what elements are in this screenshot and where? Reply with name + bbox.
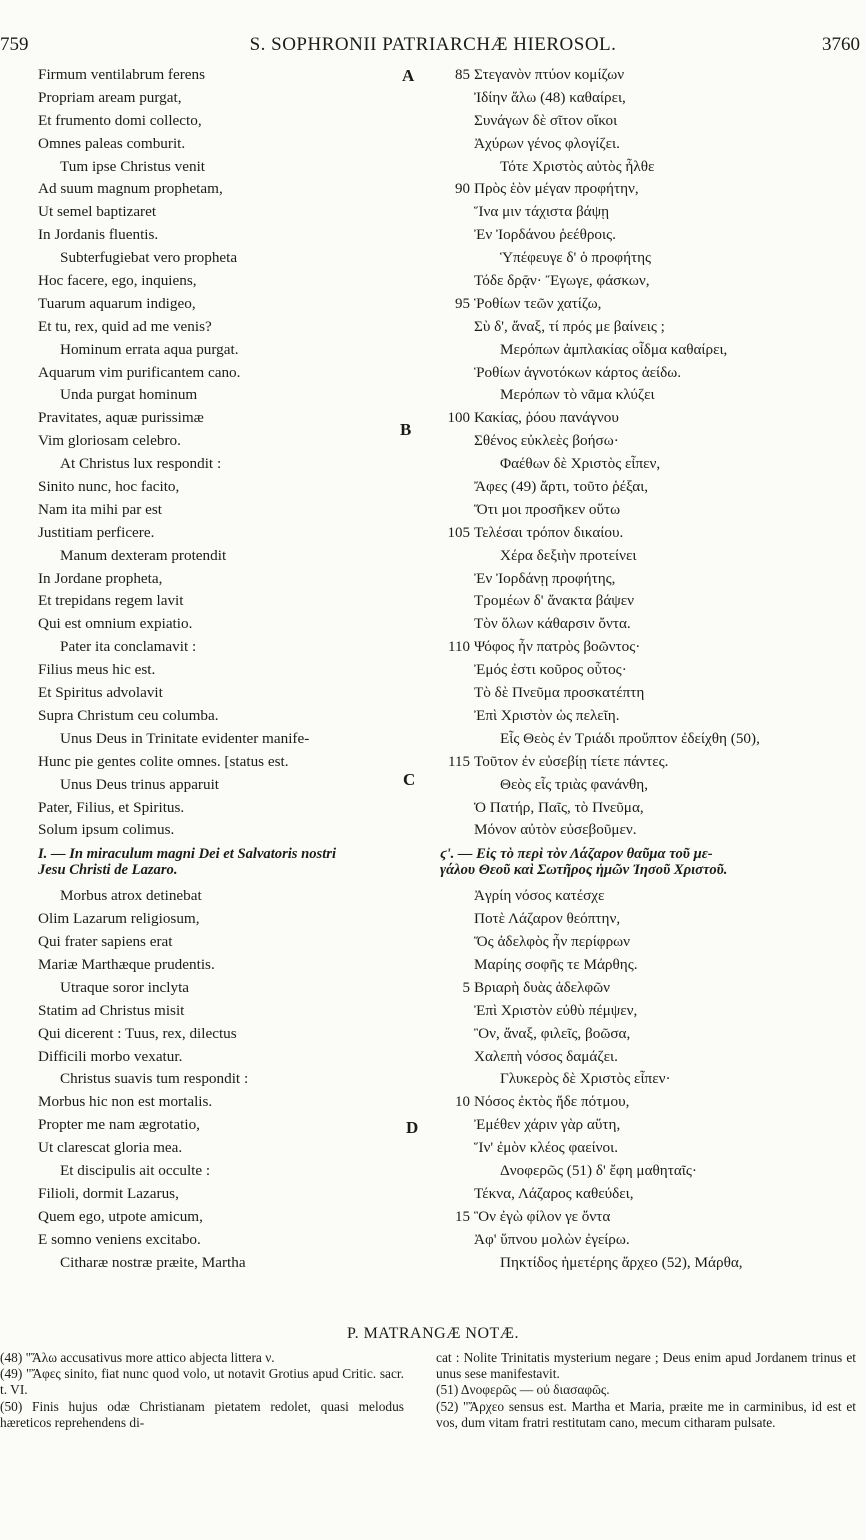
latin-verse-line <box>38 977 408 1000</box>
latin-verse-text: Propter me nam ægrotatio, <box>38 1116 200 1134</box>
latin-verse-line <box>38 774 408 797</box>
line-number: 90 <box>455 181 470 198</box>
greek-verse-line <box>440 522 864 545</box>
latin-verse-text: Et frumento domi collecto, <box>38 111 202 129</box>
greek-verse-line <box>440 682 864 705</box>
greek-verse-line <box>440 977 864 1000</box>
greek-verse-text: Χαλεπὴ νόσος δαμάζει. <box>474 1047 618 1065</box>
greek-verse-line <box>440 87 864 110</box>
greek-verse-text: Στεγανὸν πτύον κομίζων <box>474 66 625 83</box>
latin-verse-line <box>38 885 408 908</box>
greek-verse-line <box>440 64 864 87</box>
greek-verse-line <box>440 846 864 862</box>
latin-verse-text: Ut clarescat gloria mea. <box>38 1139 183 1157</box>
greek-verse-text: Ἐν Ἰορδάνῃ προφήτης, <box>474 569 616 587</box>
latin-verse-text: Subterfugiebat vero propheta <box>60 249 238 267</box>
greek-verse-line <box>440 224 864 247</box>
latin-verse-line <box>38 339 408 362</box>
latin-verse-line <box>38 522 408 545</box>
latin-verse-text: Unus Deus trinus apparuit <box>60 775 220 793</box>
latin-verse-line <box>38 1000 408 1023</box>
latin-verse-line <box>38 110 408 133</box>
latin-verse-text: Et discipulis ait occulte : <box>60 1161 211 1179</box>
latin-verse-text: Tum ipse Christus venit <box>60 157 206 175</box>
greek-verse-text: Τόδε δρᾷν· Ἔγωγε, φάσκων, <box>474 272 650 290</box>
latin-verse-line <box>38 293 408 316</box>
latin-verse-text: Morbus atrox detinebat <box>60 887 202 905</box>
latin-verse-line <box>38 705 408 728</box>
greek-verse-line <box>440 430 864 453</box>
greek-verse-text: Μαρίης σοφῆς τε Μάρθης. <box>474 955 638 973</box>
greek-verse-line <box>440 476 864 499</box>
line-number: 100 <box>447 410 470 427</box>
latin-verse-line <box>38 64 408 87</box>
greek-verse-text: Εἷς Θεὸς ἐν Τριάδι προὔπτον ἐδείχθη (50), <box>500 729 760 747</box>
latin-verse-line <box>38 1229 408 1252</box>
note-52: (52) "Ἄρχεο sensus est. Martha et Maria, præite me in carminibus, id est et vos, dum vitam fratri restitutam cano, mecum citharam pulsate. <box>436 1398 856 1430</box>
greek-verse-line <box>440 1114 864 1137</box>
greek-verse-line <box>440 1206 864 1229</box>
latin-verse-text: Manum dexteram protendit <box>60 546 227 564</box>
latin-verse-line <box>38 751 408 774</box>
latin-verse-text: Sinito nunc, hoc facito, <box>38 478 180 496</box>
notes-left-column <box>0 1350 404 1431</box>
greek-verse-line <box>440 1160 864 1183</box>
greek-verse-text: Ῥοθίων ἁγνοτόκων κάρτος ἀείδω. <box>474 363 682 381</box>
greek-verse-text: Ἄφες (49) ἄρτι, τοῦτο ῥέξαι, <box>474 478 649 496</box>
note-50: (50) Finis hujus odæ Christianam pietatem redolet, quasi melodus hæreticos reprehendens di- <box>0 1398 404 1430</box>
greek-verse-line <box>440 362 864 385</box>
page-number-right: 3760 <box>822 34 860 55</box>
greek-verse-text: Χέρα δεξιὴν προτείνει <box>500 546 637 564</box>
note-49: (49) "Ἄφες sinito, fiat nunc quod volo, ut notavit Grotius apud Critic. sacr. t. VI. <box>0 1366 404 1398</box>
latin-verse-text: Aquarum vim purificantem cano. <box>38 363 241 381</box>
latin-verse-line <box>38 1206 408 1229</box>
greek-verse-text: Ψόφος ἦν πατρὸς βοῶντος· <box>474 638 641 656</box>
latin-verse-line <box>38 568 408 591</box>
greek-verse-text: γάλου Θεοῦ καὶ Σωτῆρος ἡμῶν Ἰησοῦ Χριστοῦ. <box>440 862 728 879</box>
greek-verse-text: Τρομέων δ' ἄνακτα βάψεν <box>474 592 635 610</box>
line-number: 95 <box>455 295 470 312</box>
latin-verse-line <box>38 178 408 201</box>
greek-verse-line <box>440 1091 864 1114</box>
greek-verse-text: Ὅς ἀδελφὸς ἦν περίφρων <box>474 933 631 951</box>
greek-verse-text: Ἐπὶ Χριστὸν εὐθὺ πέμψεν, <box>474 1001 638 1019</box>
latin-verse-text: Vim gloriosam celebro. <box>38 432 181 450</box>
latin-verse-line <box>38 1160 408 1183</box>
greek-verse-text: Ἵνα μιν τάχιστα βάψῃ <box>474 203 610 221</box>
greek-verse-text: Ἰδίην ἅλω (48) καθαίρει, <box>474 88 626 106</box>
greek-verse-line <box>440 590 864 613</box>
latin-verse-text: Ad suum magnum prophetam, <box>38 180 223 198</box>
latin-verse-line <box>38 819 408 842</box>
greek-verse-text: Μόνον αὐτὸν εὐσεβοῦμεν. <box>474 821 637 839</box>
greek-verse-line <box>440 1252 864 1275</box>
latin-verse-text: Mariæ Marthæque prudentis. <box>38 955 215 973</box>
section-marker-c: C <box>403 770 416 789</box>
greek-verse-text: Κακίας, ῥόου πανάγνου <box>474 409 619 427</box>
notes-title: P. MATRANGÆ NOTÆ. <box>346 1325 520 1342</box>
latin-verse-line <box>38 682 408 705</box>
latin-verse-line <box>38 201 408 224</box>
latin-verse-text: Firmum ventilabrum ferens <box>38 66 206 83</box>
latin-verse-line <box>38 133 408 156</box>
greek-verse-text: Πηκτίδος ἡμετέρης ἄρχεο (52), Μάρθα, <box>500 1253 743 1271</box>
greek-verse-line <box>440 797 864 820</box>
greek-verse-text: Θεὸς εἷς τριὰς φανάνθη, <box>500 775 648 793</box>
latin-verse-line <box>38 659 408 682</box>
greek-verse-line <box>440 728 864 751</box>
latin-verse-line <box>38 316 408 339</box>
latin-verse-line <box>38 430 408 453</box>
line-number: 110 <box>448 639 470 656</box>
greek-verse-text: Φαέθων δὲ Χριστὸς εἶπεν, <box>500 455 661 473</box>
latin-verse-text: Omnes paleas comburit. <box>38 134 186 152</box>
greek-verse-text: Τοῦτον ἐν εὐσεβίῃ τίετε πάντες. <box>474 752 669 770</box>
greek-verse-text: Ἵν' ἐμὸν κλέος φαείνοι. <box>474 1139 619 1157</box>
greek-verse-line <box>440 133 864 156</box>
latin-verse-line <box>38 545 408 568</box>
greek-verse-text: Ὅτι μοι προσῆκεν οὕτω <box>474 500 621 518</box>
greek-verse-text: Μερόπων ἀμπλακίας οἶδμα καθαίρει, <box>500 340 728 358</box>
latin-verse-text: Nam ita mihi par est <box>38 500 162 518</box>
greek-verse-text: Τότε Χριστὸς αὐτὸς ἦλθε <box>500 157 655 175</box>
note-48: (48) "Ἅλω accusativus more attico abjecta littera ν. <box>0 1350 275 1365</box>
greek-verse-line <box>440 1046 864 1069</box>
greek-verse-text: Συνάγων δὲ σῖτον οἴκοι <box>474 111 618 129</box>
latin-verse-line <box>38 1091 408 1114</box>
greek-verse-line <box>440 862 864 878</box>
latin-verse-line <box>38 407 408 430</box>
latin-verse-line <box>38 156 408 179</box>
greek-verse-text: Δνοφερῶς (51) δ' ἔφη μαθηταῖς· <box>500 1161 697 1179</box>
latin-verse-line <box>38 862 408 878</box>
greek-verse-text: Τέκνα, Λάζαρος καθεύδει, <box>474 1184 634 1202</box>
latin-verse-text: Qui frater sapiens erat <box>38 933 173 951</box>
latin-verse-line <box>38 362 408 385</box>
latin-verse-text: Qui dicerent : Tuus, rex, dilectus <box>38 1024 237 1042</box>
latin-verse-text: Citharæ nostræ præite, Martha <box>60 1253 246 1271</box>
latin-verse-text: Pater ita conclamavit : <box>60 638 197 656</box>
greek-verse-line <box>440 201 864 224</box>
latin-verse-text: Hunc pie gentes colite omnes. [status est. <box>38 752 289 770</box>
greek-verse-line <box>440 247 864 270</box>
greek-verse-text: Ὑπέφευγε δ' ὁ προφήτης <box>500 249 652 267</box>
line-number: 105 <box>447 524 470 541</box>
latin-verse-text: Pravitates, aquæ purissimæ <box>38 409 204 427</box>
greek-verse-text: Ἐμέθεν χάριν γὰρ αὕτη, <box>474 1116 621 1134</box>
latin-verse-text: Unus Deus in Trinitate evidenter manife- <box>60 729 310 747</box>
notes-right-column <box>436 1350 856 1431</box>
latin-verse-line <box>38 797 408 820</box>
latin-verse-text: Filioli, dormit Lazarus, <box>38 1184 179 1202</box>
greek-verse-line <box>440 110 864 133</box>
latin-column <box>38 64 408 1274</box>
greek-verse-text: Ὃν ἐγὼ φίλον γε ὄντα <box>474 1207 611 1225</box>
latin-verse-line <box>38 453 408 476</box>
latin-verse-text: Unda purgat hominum <box>60 386 198 404</box>
greek-verse-line <box>440 453 864 476</box>
greek-verse-line <box>440 1000 864 1023</box>
greek-verse-line <box>440 819 864 842</box>
greek-verse-line <box>440 705 864 728</box>
running-head <box>0 34 866 56</box>
greek-verse-line <box>440 316 864 339</box>
latin-verse-line <box>38 1183 408 1206</box>
latin-verse-text: Qui est omnium expiatio. <box>38 615 193 633</box>
latin-verse-line <box>38 270 408 293</box>
latin-verse-text: Pater, Filius, et Spiritus. <box>38 798 185 816</box>
latin-verse-line <box>38 728 408 751</box>
latin-verse-text: Supra Christum ceu columba. <box>38 706 219 724</box>
greek-verse-line <box>440 270 864 293</box>
note-51: (51) Δνοφερῶς — οὐ διασαφῶς. <box>436 1382 610 1398</box>
note-50-continued: cat : Nolite Trinitatis mysterium negare ; Deus enim apud Jordanem trinus et unus sese manifestavit. <box>436 1350 856 1382</box>
greek-verse-line <box>440 499 864 522</box>
greek-verse-text: ϛ'. — Εἰς τὸ περὶ τὸν Λάζαρον θαῦμα τοῦ με- <box>440 846 713 863</box>
greek-verse-line <box>440 931 864 954</box>
latin-verse-text: Ut semel baptizaret <box>38 203 157 221</box>
latin-verse-line <box>38 636 408 659</box>
latin-verse-line <box>38 1137 408 1160</box>
page-title: S. SOPHRONII PATRIARCHÆ HIEROSOL. <box>249 34 617 55</box>
line-number: 115 <box>448 753 470 770</box>
greek-verse-line <box>440 1183 864 1206</box>
greek-verse-text: Τὸ δὲ Πνεῦμα προσκατέπτη <box>474 684 645 702</box>
page-number-left: 759 <box>0 34 29 55</box>
greek-verse-line <box>440 156 864 179</box>
greek-verse-text: Γλυκερὸς δὲ Χριστὸς εἶπεν· <box>500 1070 671 1088</box>
greek-verse-text: Τελέσαι τρόπον δικαίου. <box>474 523 624 541</box>
latin-verse-line <box>38 476 408 499</box>
greek-verse-line <box>440 613 864 636</box>
greek-verse-line <box>440 407 864 430</box>
latin-verse-line <box>38 613 408 636</box>
greek-verse-line <box>440 545 864 568</box>
latin-verse-text: Olim Lazarum religiosum, <box>38 910 200 928</box>
latin-verse-text: I. — In miraculum magni Dei et Salvatoris nostri <box>38 846 337 863</box>
greek-verse-text: Ἀγρίη νόσος κατέσχε <box>474 887 605 905</box>
latin-verse-line <box>38 954 408 977</box>
greek-verse-text: Ῥοθίων τεῶν χατίζω, <box>474 294 602 312</box>
latin-verse-text: Justitiam perficere. <box>38 523 155 541</box>
greek-verse-text: Νόσος ἐκτὸς ἥδε πότμου, <box>474 1093 630 1111</box>
latin-verse-line <box>38 908 408 931</box>
latin-verse-line <box>38 931 408 954</box>
latin-verse-line <box>38 846 408 862</box>
latin-verse-text: In Jordane propheta, <box>38 569 163 587</box>
greek-verse-line <box>440 1137 864 1160</box>
greek-verse-text: Τὸν ὅλων κάθαρσιν ὄντα. <box>474 615 631 633</box>
latin-verse-text: Jesu Christi de Lazaro. <box>38 862 178 879</box>
latin-verse-line <box>38 1046 408 1069</box>
latin-verse-line <box>38 1252 408 1275</box>
latin-verse-text: Statim ad Christus misit <box>38 1001 185 1019</box>
greek-verse-line <box>440 908 864 931</box>
greek-verse-line <box>440 178 864 201</box>
greek-verse-line <box>440 751 864 774</box>
latin-verse-line <box>38 87 408 110</box>
greek-verse-line <box>440 1023 864 1046</box>
greek-verse-text: Ἀφ' ὕπνου μολὼν ἐγείρω. <box>474 1230 630 1248</box>
greek-verse-line <box>440 885 864 908</box>
greek-verse-line <box>440 339 864 362</box>
latin-verse-line <box>38 224 408 247</box>
latin-verse-text: Hominum errata aqua purgat. <box>60 340 239 358</box>
section-marker-a: A <box>402 66 415 85</box>
latin-verse-line <box>38 1023 408 1046</box>
greek-verse-text: Ἀχύρων γένος φλογίζει. <box>474 134 620 152</box>
greek-verse-line <box>440 1068 864 1091</box>
greek-verse-text: Μερόπων τὸ νᾶμα κλύζει <box>500 386 655 404</box>
latin-verse-text: Utraque soror inclyta <box>60 978 190 996</box>
greek-verse-text: Ἐν Ἰορδάνου ῥεέθροις. <box>474 226 616 244</box>
section-marker-b: B <box>400 420 412 439</box>
latin-verse-text: At Christus lux respondit : <box>60 455 222 473</box>
latin-verse-text: Christus suavis tum respondit : <box>60 1070 249 1088</box>
latin-verse-text: Et trepidans regem lavit <box>38 592 184 610</box>
greek-verse-line <box>440 293 864 316</box>
latin-verse-text: Tuarum aquarum indigeo, <box>38 294 196 312</box>
greek-verse-text: Σὺ δ', ἄναξ, τί πρός με βαίνεις ; <box>474 317 665 335</box>
latin-verse-text: Et tu, rex, quid ad me venis? <box>38 317 212 335</box>
greek-column <box>440 64 864 1274</box>
greek-verse-line <box>440 1229 864 1252</box>
line-number: 10 <box>455 1094 470 1111</box>
latin-verse-text: Quem ego, utpote amicum, <box>38 1207 203 1225</box>
latin-verse-text: Propriam aream purgat, <box>38 88 182 106</box>
latin-verse-line <box>38 247 408 270</box>
section-marker-d: D <box>406 1118 419 1137</box>
latin-verse-line <box>38 590 408 613</box>
greek-verse-line <box>440 659 864 682</box>
greek-verse-text: Πρὸς ἑὸν μέγαν προφήτην, <box>474 180 639 198</box>
latin-verse-text: Morbus hic non est mortalis. <box>38 1093 213 1111</box>
latin-verse-line <box>38 384 408 407</box>
greek-verse-text: Ὁ Πατήρ, Παῖς, τὸ Πνεῦμα, <box>474 798 644 816</box>
greek-verse-text: Ἐπὶ Χριστὸν ὡς πελεῖη. <box>474 706 620 724</box>
line-number: 85 <box>455 67 470 83</box>
latin-verse-text: E somno veniens excitabo. <box>38 1230 201 1248</box>
greek-verse-line <box>440 384 864 407</box>
greek-verse-line <box>440 636 864 659</box>
greek-verse-text: Βριαρὴ δυὰς ἀδελφῶν <box>474 978 610 996</box>
greek-verse-text: Ὃν, ἄναξ, φιλεῖς, βοῶσα, <box>474 1024 631 1042</box>
latin-verse-line <box>38 499 408 522</box>
latin-verse-text: Filius meus hic est. <box>38 661 156 679</box>
greek-verse-text: Σθένος εὐκλεὲς βοήσω· <box>474 432 619 450</box>
latin-verse-line <box>38 1114 408 1137</box>
latin-verse-text: In Jordanis fluentis. <box>38 226 159 244</box>
greek-verse-text: Ποτὲ Λάζαρον θεόπτην, <box>474 910 621 928</box>
latin-verse-line <box>38 1068 408 1091</box>
latin-verse-text: Et Spiritus advolavit <box>38 684 163 702</box>
greek-verse-line <box>440 774 864 797</box>
greek-verse-line <box>440 954 864 977</box>
greek-verse-text: Ἐμός ἐστι κοῦρος οὗτος· <box>474 661 627 679</box>
line-number: 15 <box>455 1208 470 1225</box>
line-number: 5 <box>462 979 470 996</box>
latin-verse-text: Solum ipsum colimus. <box>38 821 175 839</box>
latin-verse-text: Hoc facere, ego, inquiens, <box>38 272 197 290</box>
greek-verse-line <box>440 568 864 591</box>
latin-verse-text: Difficili morbo vexatur. <box>38 1047 183 1065</box>
